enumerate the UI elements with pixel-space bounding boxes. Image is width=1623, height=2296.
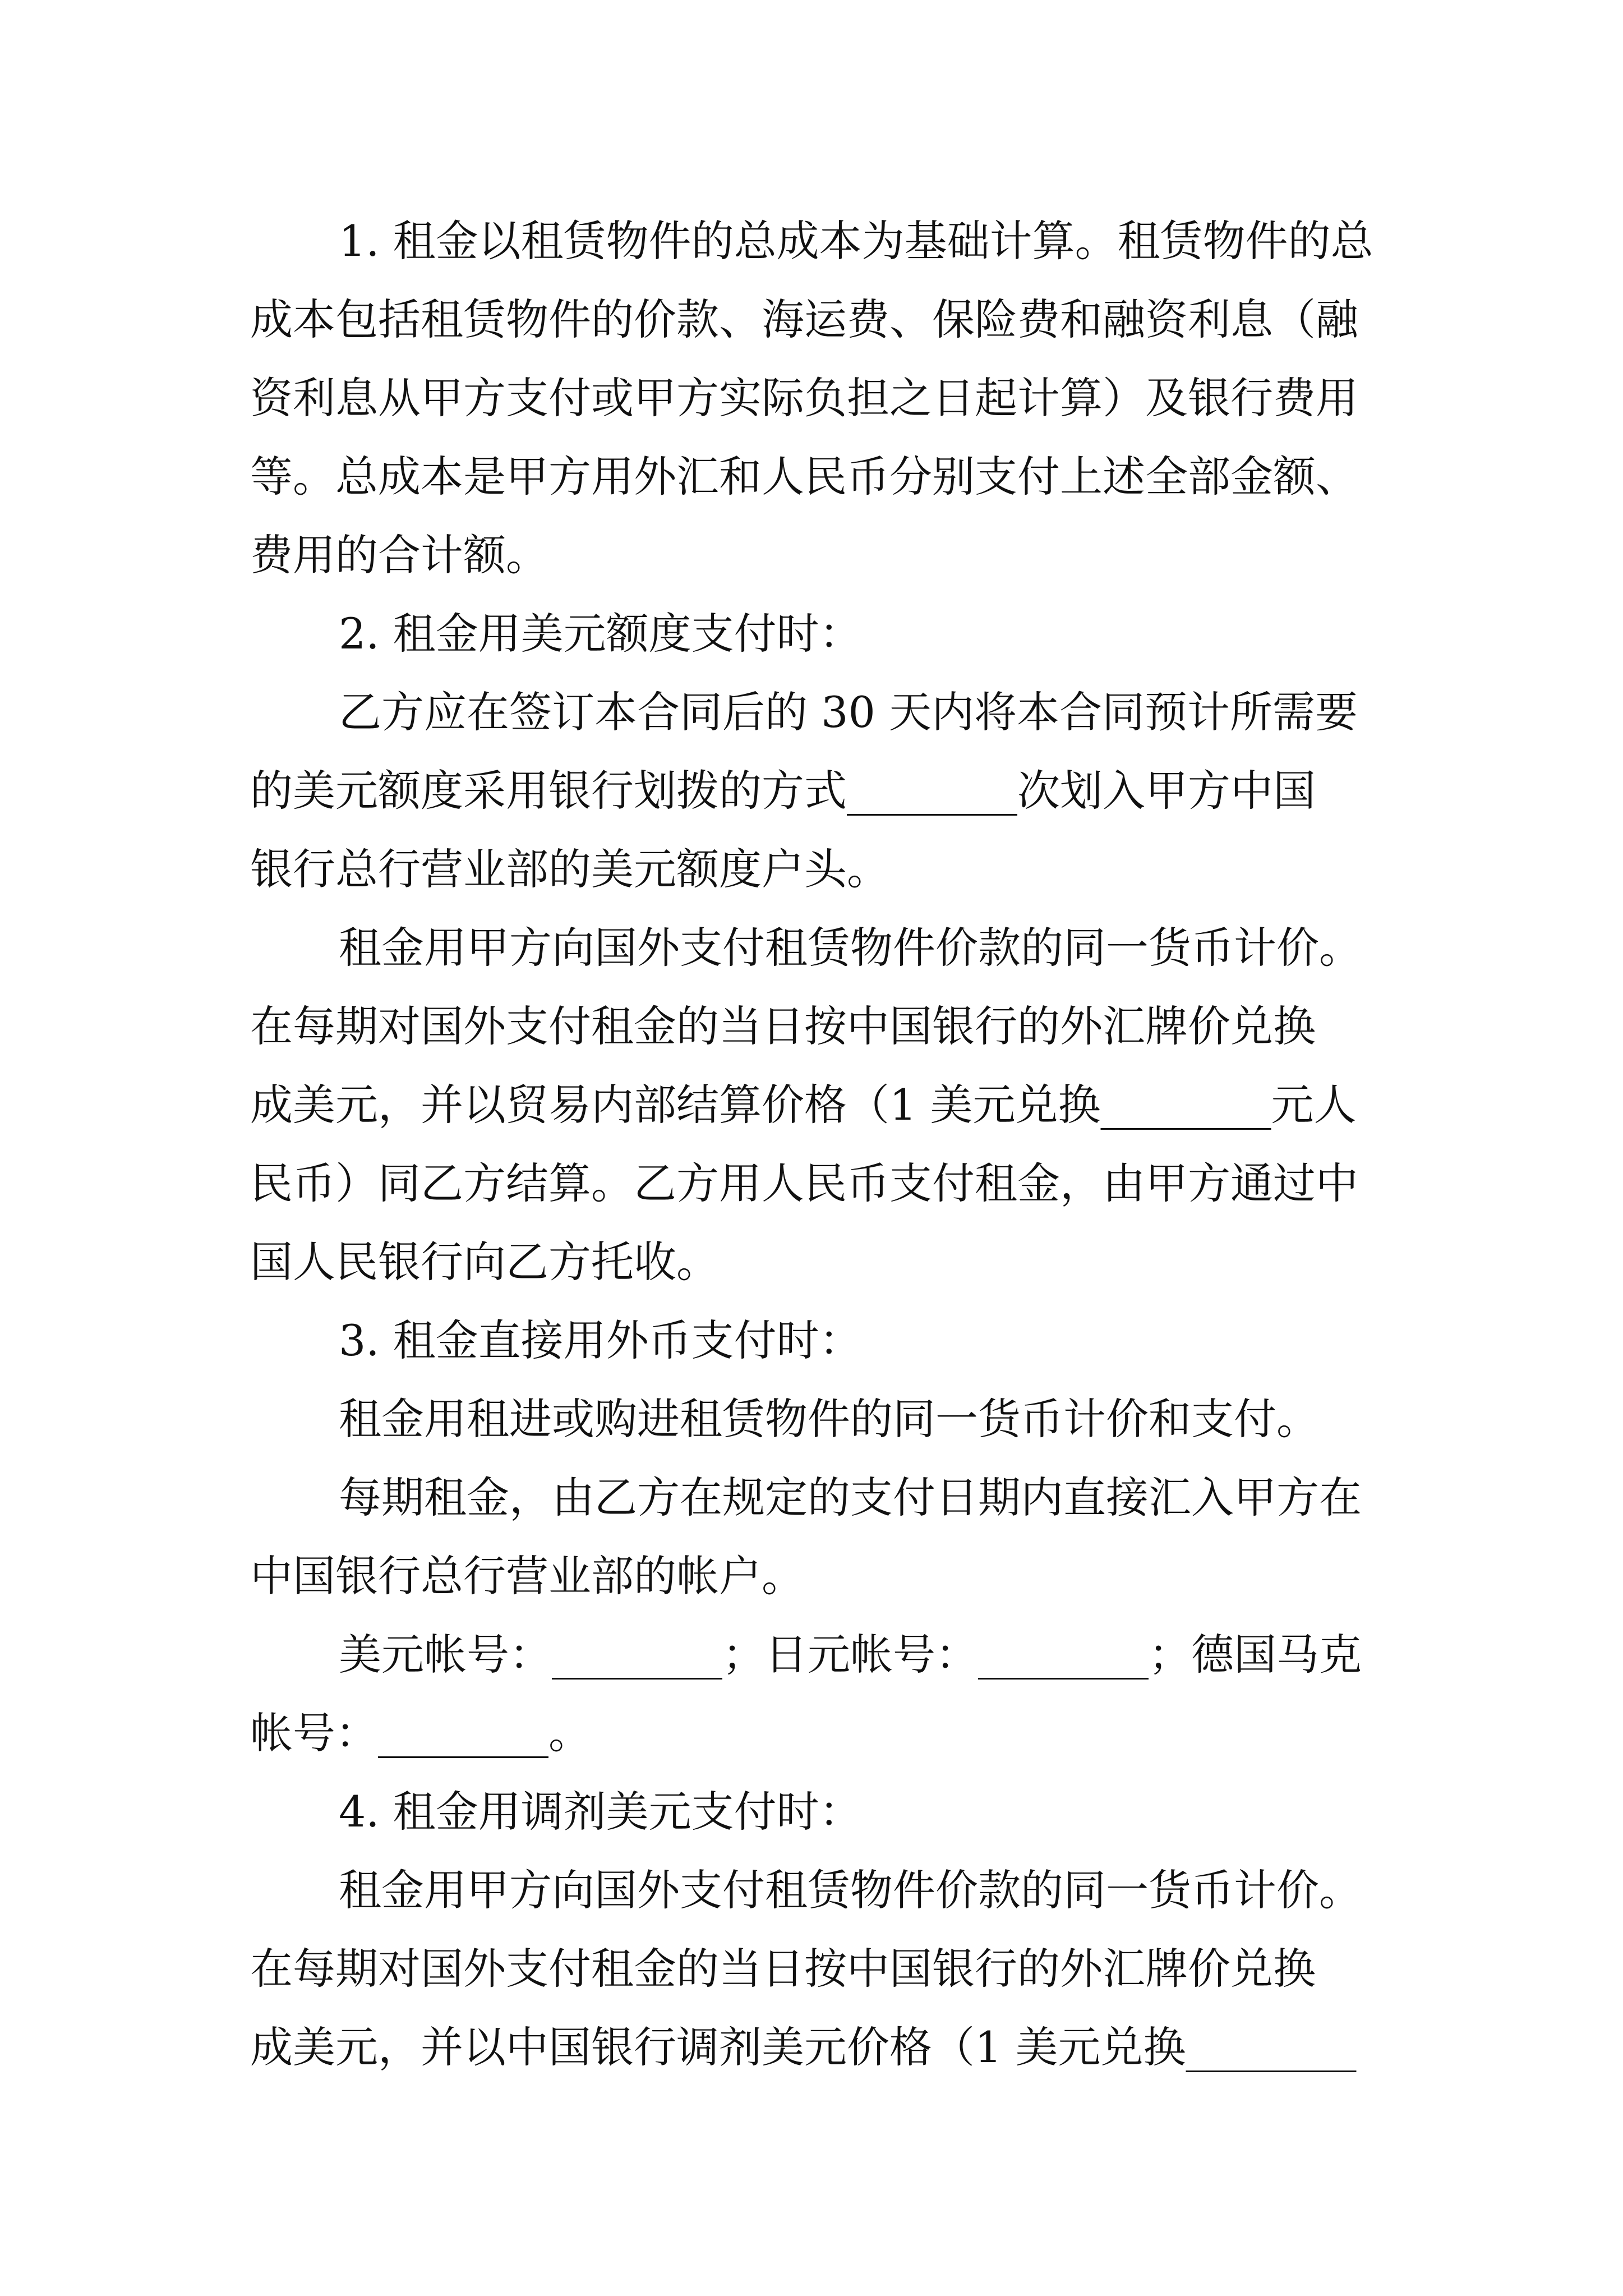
- text-line: 乙方应在签订本合同后的 30 天内将本合同预计所需要: [339, 687, 1358, 737]
- text-line: 的美元额度采用银行划拨的方式________次划入甲方中国: [250, 766, 1316, 816]
- text-line: 费用的合计额。: [250, 530, 548, 580]
- text-line: 等。总成本是甲方用外汇和人民币分别支付上述全部金额、: [250, 452, 1358, 501]
- section-heading: 4. 租金用调剂美元支付时：: [339, 1787, 862, 1837]
- text-line: 租金用租进或购进租赁物件的同一货币计价和支付。: [339, 1394, 1319, 1444]
- text-line: 租金用甲方向国外支付租赁物件价款的同一货币计价。: [339, 1865, 1362, 1915]
- section-heading: 2. 租金用美元额度支付时：: [339, 609, 862, 659]
- text-line: 成本包括租赁物件的价款、海运费、保险费和融资利息（融: [250, 295, 1358, 344]
- text-line: 银行总行营业部的美元额度户头。: [250, 844, 889, 894]
- text-line: 国人民银行向乙方托收。: [250, 1237, 719, 1287]
- text-line: 每期租金，由乙方在规定的支付日期内直接汇入甲方在: [339, 1473, 1362, 1522]
- text-line: 租金用甲方向国外支付租赁物件价款的同一货币计价。: [339, 923, 1362, 973]
- text-line: 民币）同乙方结算。乙方用人民币支付租金，由甲方通过中: [250, 1158, 1358, 1208]
- text-line: 资利息从甲方支付或甲方实际负担之日起计算）及银行费用: [250, 373, 1358, 423]
- account-line: 美元帐号：________；日元帐号：________；德国马克: [339, 1630, 1362, 1680]
- section-heading: 3. 租金直接用外币支付时：: [339, 1315, 862, 1365]
- text-line: 在每期对国外支付租金的当日按中国银行的外汇牌价兑换: [250, 1001, 1316, 1051]
- text-line: 在每期对国外支付租金的当日按中国银行的外汇牌价兑换: [250, 1944, 1316, 1994]
- text-line: 成美元，并以中国银行调剂美元价格（1 美元兑换________: [250, 2022, 1357, 2072]
- text-line: 中国银行总行营业部的帐户。: [250, 1551, 804, 1601]
- account-line: 帐号：________。: [250, 1708, 591, 1758]
- text-line: 成美元，并以贸易内部结算价格（1 美元兑换________元人: [250, 1080, 1357, 1130]
- text-line: 1. 租金以租赁物件的总成本为基础计算。租赁物件的总: [339, 216, 1373, 266]
